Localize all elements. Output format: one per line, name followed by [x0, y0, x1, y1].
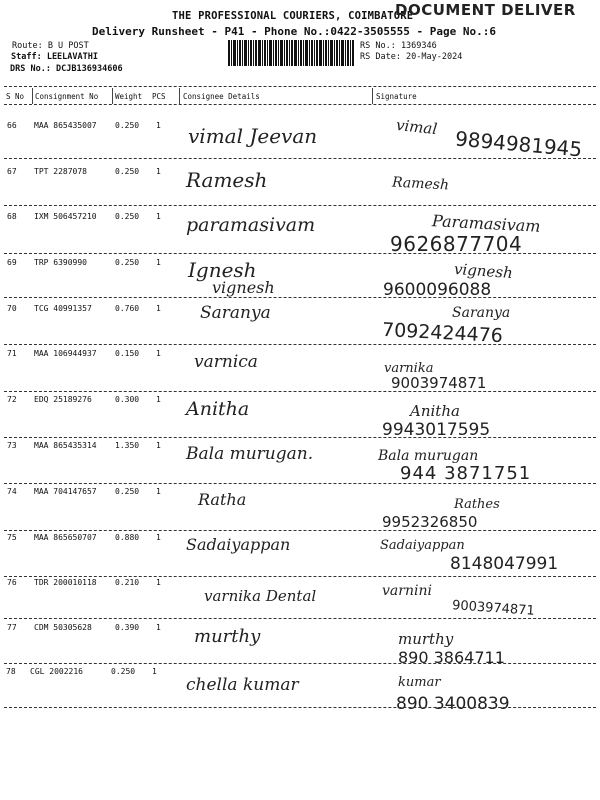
row-separator	[4, 663, 596, 664]
row-consignment: MAA 704147657	[34, 487, 97, 496]
row-consignment: EDQ 25189276	[34, 395, 92, 404]
row-sno: 70	[7, 304, 17, 313]
signature-name: varnini	[382, 583, 432, 599]
row-separator	[4, 253, 596, 254]
signature-phone: 9003974871	[391, 374, 487, 392]
row-separator	[4, 530, 596, 531]
consignee-handwriting: Ignesh	[188, 258, 257, 282]
signature-name: varnika	[384, 361, 434, 376]
column-divider	[372, 88, 373, 104]
row-separator	[4, 483, 596, 484]
row-separator	[4, 618, 596, 619]
row-pcs: 1	[156, 487, 161, 496]
row-weight: 0.250	[115, 258, 140, 267]
rs-number: RS No.: 1369346	[360, 41, 437, 51]
row-weight: 0.760	[115, 304, 140, 313]
consignee-handwriting: chella kumar	[186, 675, 299, 695]
row-sno: 75	[7, 533, 17, 542]
signature-name: Paramasivam	[431, 211, 541, 236]
runsheet-title: Delivery Runsheet - P41 - Phone No.:0422-3505555 - Page No.:6	[92, 25, 496, 38]
row-pcs: 1	[152, 667, 157, 676]
column-divider	[32, 88, 33, 104]
staff-label: Staff: LEELAVATHI	[11, 52, 98, 62]
row-pcs: 1	[156, 349, 161, 358]
row-weight: 0.250	[115, 121, 140, 130]
company-title: THE PROFESSIONAL COURIERS, COIMBATORE	[172, 10, 414, 22]
signature-name: vimal	[395, 115, 439, 139]
signature-name: Ramesh	[391, 174, 450, 194]
row-sno: 69	[7, 258, 17, 267]
row-separator	[4, 205, 596, 206]
signature-name: Anitha	[410, 402, 460, 420]
row-consignment: TRP 6390990	[34, 258, 87, 267]
row-pcs: 1	[156, 212, 161, 221]
consignee-handwriting: Ratha	[198, 490, 247, 509]
signature-phone: 7092424476	[381, 318, 504, 348]
table-header-rule	[4, 104, 596, 105]
signature-name: kumar	[398, 675, 441, 690]
consignee-handwriting: murthy	[194, 626, 261, 647]
rs-date: RS Date: 20-May-2024	[360, 52, 463, 62]
column-header-consignment: Consignment No	[35, 92, 99, 101]
row-pcs: 1	[156, 578, 161, 587]
signature-phone: 8148047991	[450, 554, 559, 574]
row-consignment: MAA 865435314	[34, 441, 97, 450]
consignee-handwriting: paramasivam	[186, 214, 316, 236]
row-separator	[4, 158, 596, 159]
consignee-handwriting: Anitha	[186, 398, 250, 420]
row-separator	[4, 576, 596, 577]
consignee-handwriting: Sadaiyappan	[186, 535, 291, 554]
signature-name: Bala murugan	[378, 448, 479, 464]
signature-name: Rathes	[454, 497, 500, 512]
signature-phone: 890 3400839	[396, 694, 510, 714]
row-consignment: CGL 2002216	[30, 667, 83, 676]
consignee-handwriting: Bala murugan.	[186, 444, 314, 464]
row-separator	[4, 707, 596, 708]
row-sno: 66	[7, 121, 17, 130]
row-consignment: MAA 865435007	[34, 121, 97, 130]
row-sno: 68	[7, 212, 17, 221]
drs-number: DRS No.: DCJB136934606	[10, 64, 123, 74]
row-separator	[4, 297, 596, 298]
row-weight: 0.250	[115, 212, 140, 221]
row-pcs: 1	[156, 533, 161, 542]
signature-phone: 890 3864711	[398, 648, 505, 667]
consignee-handwriting: Saranya	[200, 303, 271, 323]
row-pcs: 1	[156, 441, 161, 450]
table-top-rule	[4, 86, 596, 87]
row-weight: 0.390	[115, 623, 140, 632]
row-weight: 0.250	[111, 667, 136, 676]
row-pcs: 1	[156, 623, 161, 632]
row-separator	[4, 391, 596, 392]
row-separator	[4, 437, 596, 438]
row-weight: 0.250	[115, 167, 140, 176]
consignee-handwriting: varnica	[194, 352, 258, 372]
column-header-signature: Signature	[376, 92, 417, 101]
row-sno: 67	[7, 167, 17, 176]
document-delivery-stamp: DOCUMENT DELIVER	[395, 1, 576, 19]
row-sno: 74	[7, 487, 17, 496]
row-consignment: CDM 50305628	[34, 623, 92, 632]
signature-phone: 9952326850	[382, 513, 478, 531]
row-separator	[4, 344, 596, 345]
consignee-handwriting-correction: vignesh	[212, 278, 275, 297]
row-sno: 73	[7, 441, 17, 450]
row-pcs: 1	[156, 395, 161, 404]
row-weight: 1.350	[115, 441, 140, 450]
row-consignment: MAA 106944937	[34, 349, 97, 358]
column-header-consignee: Consignee Details	[183, 92, 260, 101]
row-consignment: IXM 506457210	[34, 212, 97, 221]
column-divider	[112, 88, 113, 104]
row-pcs: 1	[156, 167, 161, 176]
route-label: Route: B U POST	[12, 41, 89, 51]
row-pcs: 1	[156, 121, 161, 130]
consignee-handwriting: varnika Dental	[204, 587, 317, 605]
row-weight: 0.210	[115, 578, 140, 587]
signature-name: Saranya	[452, 305, 511, 321]
row-pcs: 1	[156, 304, 161, 313]
row-sno: 77	[7, 623, 17, 632]
row-weight: 0.150	[115, 349, 140, 358]
row-pcs: 1	[156, 258, 161, 267]
row-sno: 72	[7, 395, 17, 404]
row-consignment: TPT 2287078	[34, 167, 87, 176]
signature-phone: 9600096088	[383, 280, 492, 300]
row-sno: 78	[6, 667, 16, 676]
signature-name: murthy	[398, 630, 454, 648]
row-sno: 76	[7, 578, 17, 587]
column-header-sno: S No	[6, 92, 25, 101]
row-consignment: TDR 200010118	[34, 578, 97, 587]
row-weight: 0.250	[115, 487, 140, 496]
signature-phone: 944 3871751	[400, 463, 532, 484]
consignee-handwriting: vimal Jeevan	[188, 124, 318, 148]
column-divider	[179, 88, 180, 104]
signature-phone: 9003974871	[451, 598, 536, 619]
signature-phone: 9894981945	[454, 126, 584, 162]
column-header-weight: Weight	[115, 92, 143, 101]
row-consignment: MAA 865650707	[34, 533, 97, 542]
signature-phone: 9943017595	[382, 420, 491, 440]
barcode	[228, 40, 354, 66]
signature-phone: 9626877704	[390, 232, 523, 256]
row-weight: 0.300	[115, 395, 140, 404]
signature-name: vignesh	[453, 259, 514, 283]
row-consignment: TCG 40991357	[34, 304, 92, 313]
consignee-handwriting: Ramesh	[186, 168, 268, 192]
column-header-pcs: PCS	[152, 92, 166, 101]
row-sno: 71	[7, 349, 17, 358]
row-weight: 0.880	[115, 533, 140, 542]
signature-name: Sadaiyappan	[380, 538, 465, 553]
